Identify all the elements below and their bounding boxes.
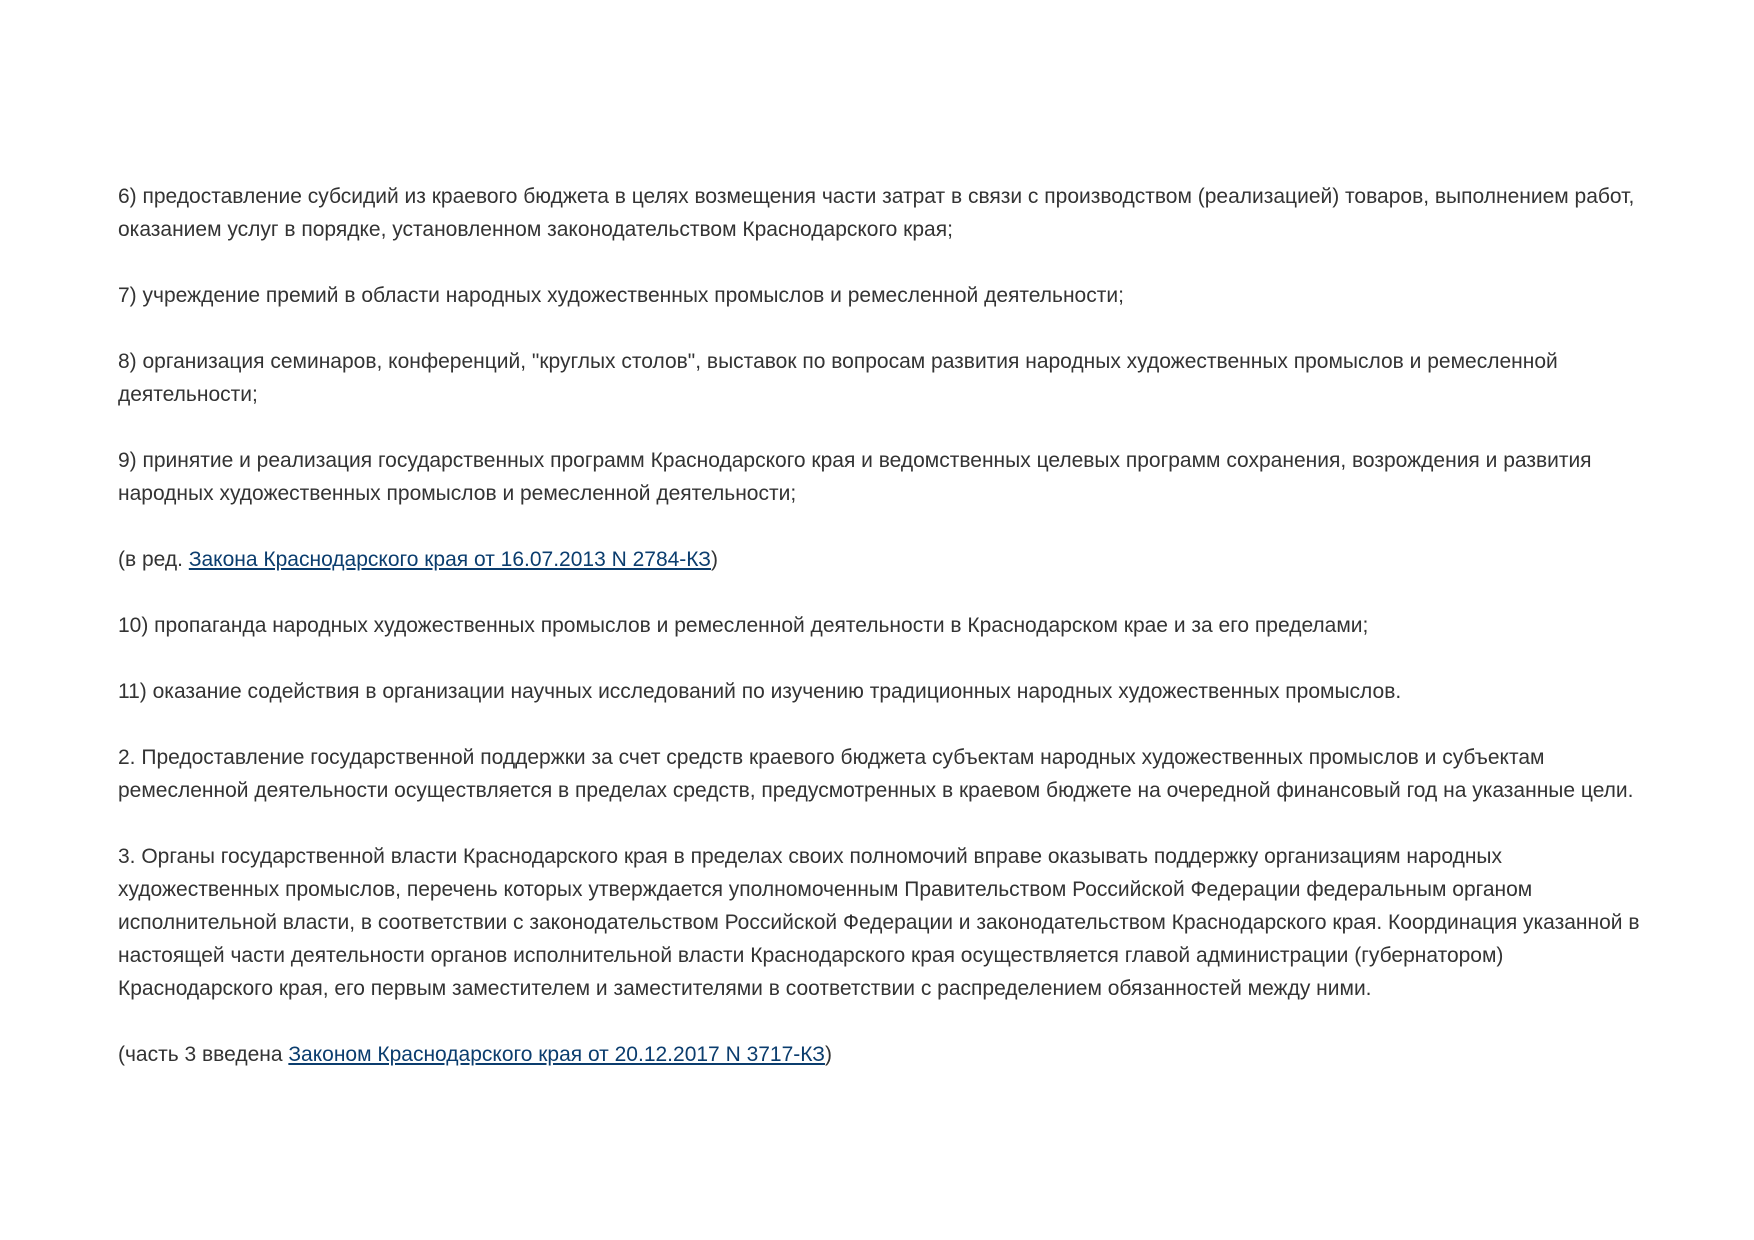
list-item-10: 10) пропаганда народных художественных промыслов и ремесленной деятельности в Краснодарском крае и за его пределами; bbox=[118, 614, 1369, 637]
part-2-paragraph: 2. Предоставление государственной поддержки за счет средств краевого бюджета субъектам народных художественных промыслов и субъектам ремесленной деятельности осуществляется в пределах средств, предусмотренных в краевом бюджете на очередной финансовый год на указанные цели. bbox=[118, 746, 1634, 802]
amendment-note-prefix: (в ред. bbox=[118, 548, 189, 571]
amendment-note-2013 bbox=[118, 543, 1648, 576]
amendment-note-suffix: ) bbox=[824, 1043, 832, 1066]
part-3-paragraph: 3. Органы государственной власти Краснодарского края в пределах своих полномочий вправе оказывать поддержку организациям народных художественных промыслов, перечень которых утверждается уполномоченным Правительством Российской Федерации федеральным органом исполнительной власти, в соответствии с законодательством Российской Федерации и законодательством Краснодарского края. Координация указанной в настоящей части деятельности органов исполнительной власти Краснодарского края осуществляется главой администрации (губернатором) Краснодарского края, его первым заместителем и заместителями в соответствии с распределением обязанностей между ними. bbox=[118, 845, 1640, 1000]
list-item-7: 7) учреждение премий в области народных художественных промыслов и ремесленной деятельности; bbox=[118, 284, 1124, 307]
law-link-3717-kz[interactable]: Законом Краснодарского края от 20.12.2017 N 3717-КЗ bbox=[288, 1043, 825, 1066]
list-item-6: 6) предоставление субсидий из краевого бюджета в целях возмещения части затрат в связи с производством (реализацией) товаров, выполнением работ, оказанием услуг в порядке, установленном законодательством Краснодарского края; bbox=[118, 185, 1635, 241]
list-item-9: 9) принятие и реализация государственных программ Краснодарского края и ведомственных целевых программ сохранения, возрождения и развития народных художественных промыслов и ремесленной деятельности; bbox=[118, 449, 1592, 505]
law-link-2784-kz[interactable]: Закона Краснодарского края от 16.07.2013 N 2784-КЗ bbox=[188, 548, 711, 571]
amendment-note-prefix: (часть 3 введена bbox=[118, 1043, 289, 1066]
list-item-11: 11) оказание содействия в организации научных исследований по изучению традиционных народных художественных промыслов. bbox=[118, 680, 1402, 703]
document-body bbox=[118, 180, 1648, 1104]
list-item-8: 8) организация семинаров, конференций, "круглых столов", выставок по вопросам развития народных художественных промыслов и ремесленной деятельности; bbox=[118, 350, 1558, 406]
amendment-note-suffix: ) bbox=[710, 548, 718, 571]
amendment-note-2017 bbox=[118, 1038, 1648, 1071]
